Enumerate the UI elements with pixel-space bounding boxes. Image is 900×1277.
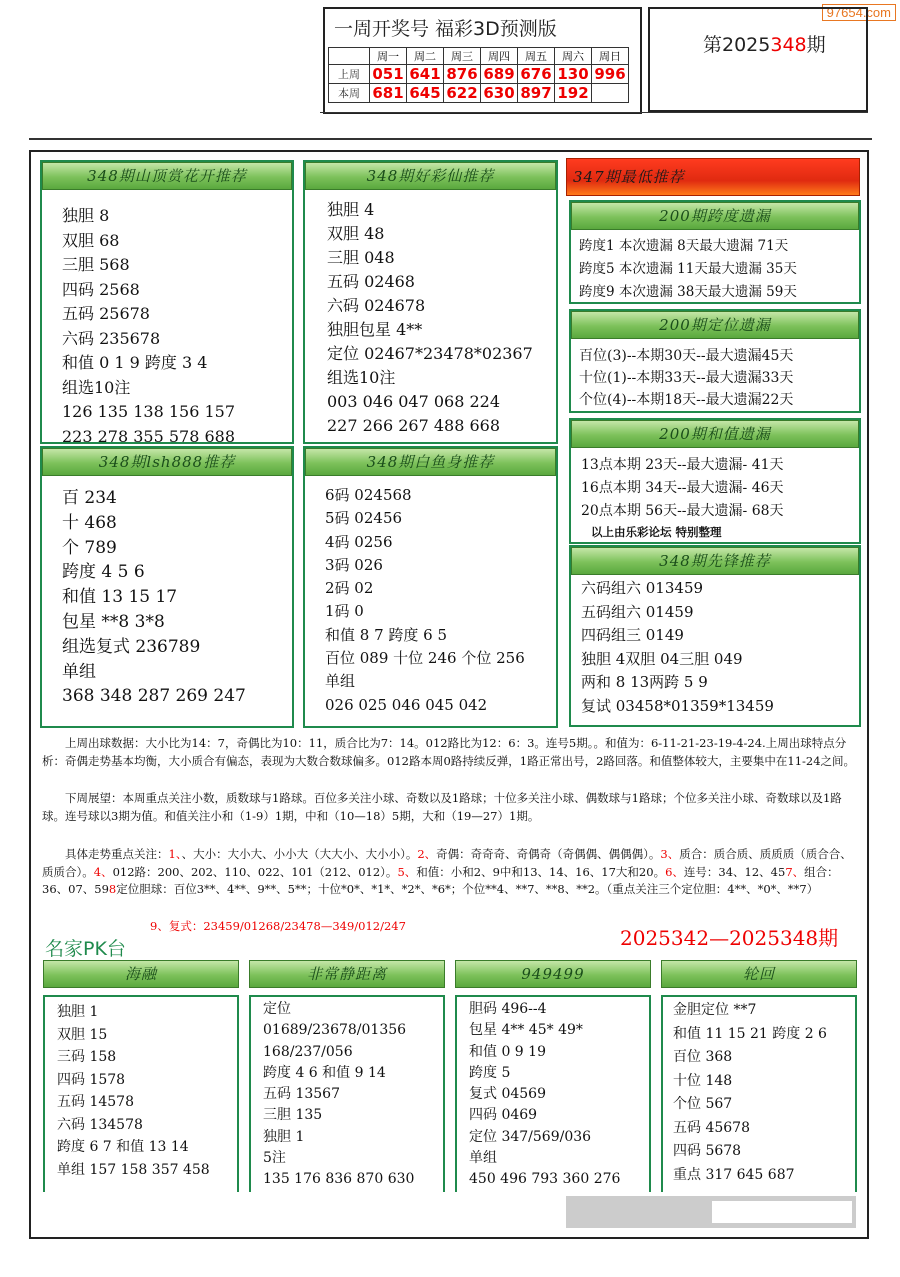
line: 十 468 xyxy=(62,512,117,533)
line: 双胆 48 xyxy=(327,224,385,243)
line: 五码组六 01459 xyxy=(581,602,694,621)
line: 跨度 4 6 和值 9 14 xyxy=(263,1064,386,1081)
line: 独胆 1 xyxy=(57,1004,99,1020)
line: 五码 25678 xyxy=(62,304,150,323)
para3-text: 、大小：大小大、小小大（大大小、大小小）。 xyxy=(181,847,418,861)
line: 六码 024678 xyxy=(327,296,426,315)
panel-body xyxy=(571,339,859,411)
line: 135 176 836 870 630 xyxy=(263,1171,415,1188)
pk-col-title: 轮回 xyxy=(661,960,857,988)
line: 胆码 496--4 xyxy=(469,1001,547,1017)
days-row xyxy=(329,48,629,65)
section-divider xyxy=(29,138,872,140)
para3-num: 8 xyxy=(108,882,117,896)
line: 包星 **8 3*8 xyxy=(62,611,165,632)
line: 六码 134578 xyxy=(57,1116,143,1133)
line: 两和 8 13两跨 5 9 xyxy=(581,673,708,691)
line: 13点本期 23天--最大遗漏- 41天 xyxy=(581,457,784,473)
draw-number: 645 xyxy=(407,84,444,103)
weekly-draws-table xyxy=(328,47,629,103)
line: 三胆 135 xyxy=(263,1107,323,1124)
para3-num: 4、 xyxy=(93,864,113,879)
pk-body xyxy=(251,997,443,1191)
analysis-paragraph-3 xyxy=(42,846,857,899)
draw-number: 876 xyxy=(444,65,481,84)
draw-number: 192 xyxy=(555,84,592,103)
line: 定位 347/569/036 xyxy=(469,1128,592,1145)
day-header: 周二 xyxy=(407,48,444,65)
pk-label: 名家PK台 xyxy=(45,938,126,960)
draw-number: 996 xyxy=(592,65,629,84)
line: 和值 8 7 跨度 6 5 xyxy=(325,625,448,644)
line: 组选10注 xyxy=(327,368,396,387)
line: 双胆 15 xyxy=(57,1026,108,1043)
line: 6码 024568 xyxy=(325,486,412,504)
analysis-paragraph-1: 上周出球数据：大小比为14：7，奇偶比为10：11，质合比为7：14。012路比为12：6：3。连号5期。。和值为：6-11-21-23-19-4-24.上周出球特点分析：奇偶走势基本均衡，大小质合有偏态，表现为大数合数球偏多。012路本周0路持续反弹，1路正常出号，2路回落。和值整体较大，主要集中在11-24之间。 xyxy=(42,736,856,768)
line: 个位(4)--本期18天--最大遗漏22天 xyxy=(579,392,794,408)
line: 重点 317 645 687 xyxy=(673,1166,795,1183)
panel-shanding xyxy=(40,160,294,444)
pk-col-feichang xyxy=(249,995,445,1192)
panel-title-lowest: 347期最低推荐 xyxy=(566,158,860,196)
panel-body xyxy=(571,448,859,541)
day-header: 周一 xyxy=(370,48,407,65)
para3-num: 1、 xyxy=(168,847,182,861)
line: 三码 158 xyxy=(57,1049,117,1065)
line: 跨度9 本次遗漏 38天最大遗漏 59天 xyxy=(579,284,797,300)
day-header: 周六 xyxy=(555,48,592,65)
panel-title: 348期白鱼身推荐 xyxy=(305,448,556,476)
draw-number: 130 xyxy=(555,65,592,84)
issue-num: 348 xyxy=(770,34,807,56)
line: 独胆 4双胆 04三胆 049 xyxy=(581,649,743,668)
line: 金胆定位 **7 xyxy=(673,1002,757,1018)
line: 组选10注 xyxy=(62,377,131,397)
site-watermark[interactable]: 97654.com xyxy=(822,4,896,21)
top-divider xyxy=(320,112,868,113)
pk-col-title: 非常静距离 xyxy=(249,960,445,988)
line: 和值 11 15 21 跨度 2 6 xyxy=(673,1025,827,1042)
line: 百位 089 十位 246 个位 256 xyxy=(325,649,525,668)
panel-xianfeng xyxy=(569,545,861,727)
day-header: 周日 xyxy=(592,48,629,65)
line: 和值 0 1 9 跨度 3 4 xyxy=(62,353,208,372)
para3-text: 具体走势重点关注： xyxy=(65,847,169,861)
line: 组选复式 236789 xyxy=(62,636,201,657)
line: 四码 5678 xyxy=(673,1143,742,1159)
para3-num: 2、 xyxy=(417,847,437,861)
panel-title: 200期和值遗漏 xyxy=(571,420,859,448)
panel-title: 348期先锋推荐 xyxy=(571,547,859,575)
last-week-row xyxy=(329,65,629,84)
analysis-fushi: 9、复式：23459/01268/23478—349/012/247 xyxy=(150,919,406,933)
row-label: 上周 xyxy=(329,65,370,84)
draw-number: 676 xyxy=(518,65,555,84)
day-header: 周三 xyxy=(444,48,481,65)
line: 16点本期 34天--最大遗漏- 46天 xyxy=(581,480,784,496)
issue-box xyxy=(648,7,868,112)
line: 独胆 4 xyxy=(327,200,375,219)
line: 126 135 138 156 157 xyxy=(62,402,236,421)
day-header: 周五 xyxy=(518,48,555,65)
line: 单组 xyxy=(325,672,356,691)
corner-cell xyxy=(329,48,370,65)
line: 01689/23678/01356 xyxy=(263,1022,407,1039)
line: 跨度5 本次遗漏 11天最大遗漏 35天 xyxy=(579,261,797,277)
pk-col-title: 海融 xyxy=(43,960,239,988)
issue-suffix: 期 xyxy=(806,34,826,56)
line: 368 348 287 269 247 xyxy=(62,686,246,707)
footer-box xyxy=(712,1201,852,1223)
panel-title: 348期山顶赏花开推荐 xyxy=(42,162,292,190)
line: 三胆 048 xyxy=(327,248,395,267)
para3-text: 定位胆球：百位3**、4**、9**、5**；十位*0*、*1*、*2*、*6*；个位**4、**7、**8、**2。（重点关注三个定位胆：4**、*0*、**7） xyxy=(116,882,819,896)
issue-prefix: 第2025 xyxy=(703,34,771,56)
line: 223 278 355 578 688 xyxy=(62,426,236,446)
line: 和值 13 15 17 xyxy=(62,587,178,608)
draw-number xyxy=(592,84,629,103)
line: 168/237/056 xyxy=(263,1043,353,1060)
line: 五码 14578 xyxy=(57,1094,134,1110)
line: 百位(3)--本期30天--最大遗漏45天 xyxy=(579,348,794,364)
line: 026 025 046 045 042 xyxy=(325,695,488,714)
panel-title: 200期跨度遗漏 xyxy=(571,202,859,230)
panel-sum-miss xyxy=(569,418,861,544)
panel-note: 以上由乐彩论坛 特别整理 xyxy=(591,525,722,539)
line: 4码 0256 xyxy=(325,532,393,551)
issue-number xyxy=(703,30,826,57)
pk-body xyxy=(457,997,649,1191)
panel-body xyxy=(42,476,292,709)
panel-title: 348期lsh888推荐 xyxy=(42,448,292,476)
day-header: 周四 xyxy=(481,48,518,65)
line: 单组 xyxy=(469,1150,497,1167)
line: 2码 02 xyxy=(325,579,374,598)
draw-number: 681 xyxy=(370,84,407,103)
draw-number: 051 xyxy=(370,65,407,84)
panel-haocaixian xyxy=(303,160,558,444)
line: 四码 1578 xyxy=(57,1071,126,1088)
line: 六码 235678 xyxy=(62,328,161,348)
para3-text: 连号：34、12、45 xyxy=(683,864,786,879)
para3-num: 6、 xyxy=(665,864,684,879)
line: 六码组六 013459 xyxy=(581,579,704,597)
draw-number: 689 xyxy=(481,65,518,84)
line: 十位 148 xyxy=(673,1072,733,1089)
line: 四码组三 0149 xyxy=(581,626,684,644)
panel-baiyushen xyxy=(303,446,558,728)
line: 独胆包星 4** xyxy=(327,320,423,339)
line: 跨度 5 xyxy=(469,1064,511,1081)
para3-text: 质合：质合质、质质质（质合合、质质合）。 xyxy=(42,847,852,879)
pk-col-949499 xyxy=(455,995,651,1192)
pk-body xyxy=(45,997,237,1181)
line: 五码 02468 xyxy=(327,272,415,291)
line: 五码 45678 xyxy=(673,1119,750,1136)
line: 227 266 267 488 668 xyxy=(327,416,501,435)
para3-text: 012路：200、202、110、022、101（212、012）。 xyxy=(112,864,398,879)
panel-title: 348期好彩仙推荐 xyxy=(305,162,556,190)
pk-period: 2025342—2025348期 xyxy=(620,926,839,950)
line: 复试 03458*01359*13459 xyxy=(581,696,774,715)
line: 003 046 047 068 224 xyxy=(327,392,501,411)
para3-num: 7、 xyxy=(785,864,805,879)
line: 1码 0 xyxy=(325,602,364,621)
line: 定位 xyxy=(263,1001,291,1017)
draw-number: 897 xyxy=(518,84,555,103)
panel-body xyxy=(305,476,556,717)
pk-col-hairong xyxy=(43,995,239,1192)
para3-text: 奇偶：奇奇奇、奇偶奇（奇偶偶、偶偶偶）。 xyxy=(436,847,661,861)
analysis-paragraph-2: 下周展望：本周重点关注小数，质数球与1路球。百位多关注小球、奇数以及1路球；十位多关注小球、偶数球与1路球；个位多关注小球、奇数球以及1路球。连号球以3期为值。和值关注小和（1-9）1期，中和（10—18）5期，大和（19—27）1期。 xyxy=(42,791,842,823)
line: 定位 02467*23478*02367 xyxy=(327,344,533,363)
para3-num: 3、 xyxy=(660,847,680,861)
line: 个位 567 xyxy=(673,1096,733,1112)
line: 跨度 6 7 和值 13 14 xyxy=(57,1139,189,1155)
line: 独胆 1 xyxy=(263,1128,305,1145)
line: 450 496 793 360 276 xyxy=(469,1171,621,1188)
panel-lsh888 xyxy=(40,446,294,728)
line: 跨度1 本次遗漏 8天最大遗漏 71天 xyxy=(579,238,789,254)
para3-num: 5、 xyxy=(397,864,417,879)
line: 跨度 4 5 6 xyxy=(62,562,145,583)
line: 5码 02456 xyxy=(325,509,403,528)
line: 四码 2568 xyxy=(62,279,140,299)
line: 单组 157 158 357 458 xyxy=(57,1161,210,1178)
line: 独胆 8 xyxy=(62,206,110,225)
pk-col-title: 949499 xyxy=(455,960,651,988)
draw-number: 622 xyxy=(444,84,481,103)
draw-number: 630 xyxy=(481,84,518,103)
line: 四码 0469 xyxy=(469,1107,538,1124)
panel-body xyxy=(305,190,556,438)
pk-col-lunhui xyxy=(661,995,857,1192)
line: 双胆 68 xyxy=(62,230,120,250)
line: 和值 0 9 19 xyxy=(469,1043,546,1060)
line: 三胆 568 xyxy=(62,255,130,274)
line: 个 789 xyxy=(62,537,117,558)
panel-position-miss xyxy=(569,309,861,413)
line: 五码 13567 xyxy=(263,1086,340,1103)
line: 百 234 xyxy=(62,488,117,508)
para3-text: 和值：小和2、9中和13、14、16、17大和20。 xyxy=(416,864,666,879)
line: 3码 026 xyxy=(325,555,383,574)
row-label: 本周 xyxy=(329,84,370,103)
line: 百位 368 xyxy=(673,1049,733,1065)
panel-span-miss xyxy=(569,200,861,304)
pk-body xyxy=(663,997,855,1187)
panel-title: 200期定位遗漏 xyxy=(571,311,859,339)
line: 包星 4** 45* 49* xyxy=(469,1022,583,1039)
line: 十位(1)--本期33天--最大遗漏33天 xyxy=(579,370,794,386)
panel-body xyxy=(42,190,292,449)
panel-body xyxy=(571,230,859,304)
line: 5注 xyxy=(263,1150,286,1167)
line: 复式 04569 xyxy=(469,1086,546,1103)
para3-text: 组合：36、07、59 xyxy=(42,864,839,896)
panel-body xyxy=(571,575,859,718)
this-week-row xyxy=(329,84,629,103)
weekly-draws-title: 一周开奖号 福彩3D预测版 xyxy=(334,18,557,40)
draw-number: 641 xyxy=(407,65,444,84)
line: 20点本期 56天--最大遗漏- 68天 xyxy=(581,503,784,519)
line: 单组 xyxy=(62,661,96,682)
